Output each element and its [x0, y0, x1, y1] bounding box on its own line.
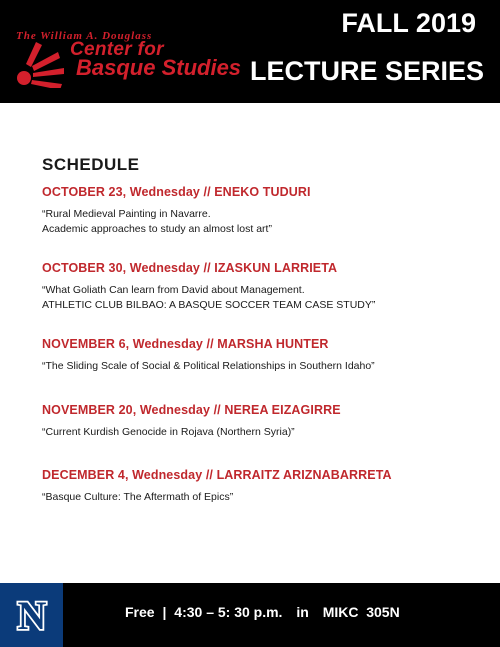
- in-label: in: [296, 604, 309, 620]
- event-item: [42, 261, 472, 313]
- price-label: Free: [125, 604, 155, 620]
- event-description: [42, 425, 472, 440]
- series-title-name: LECTURE SERIES: [249, 56, 484, 86]
- event-desc-line: “Basque Culture: The Aftermath of Epics”: [42, 491, 234, 503]
- logo-line-1: Center for: [70, 39, 164, 60]
- event-header: [42, 261, 472, 275]
- schedule-heading: SCHEDULE: [42, 155, 140, 174]
- university-n-logo-icon: [0, 583, 63, 647]
- event-speaker: IZASKUN LARRIETA: [214, 261, 338, 275]
- event-desc-line: “Rural Medieval Painting in Navarre.: [42, 208, 211, 220]
- sunburst-logo-icon: [12, 38, 72, 88]
- event-date: NOVEMBER 6, Wednesday: [42, 337, 203, 351]
- event-desc-line: Academic approaches to study an almost lost art”: [42, 223, 272, 235]
- event-date: OCTOBER 23, Wednesday: [42, 185, 200, 199]
- event-header: [42, 468, 472, 482]
- event-speaker: NEREA EIZAGIRRE: [224, 403, 341, 417]
- event-description: [42, 359, 472, 374]
- divider: |: [162, 604, 167, 620]
- event-header: [42, 403, 472, 417]
- event-desc-line: ATHLETIC CLUB BILBAO: A BASQUE SOCCER TEAM CASE STUDY”: [42, 299, 376, 311]
- event-details: [125, 604, 404, 620]
- event-item: [42, 468, 472, 505]
- event-speaker: LARRAITZ ARIZNABARRETA: [216, 468, 392, 482]
- event-desc-line: “What Goliath Can learn from David about Management.: [42, 284, 305, 296]
- event-date: DECEMBER 4, Wednesday: [42, 468, 203, 482]
- header-banner: [0, 0, 500, 103]
- logo-letter: N: [17, 593, 46, 637]
- event-desc-line: “The Sliding Scale of Social & Political Relationships in Southern Idaho”: [42, 360, 375, 372]
- series-title-term: FALL 2019: [341, 8, 476, 38]
- logo-subtitle: The William A. Douglass: [16, 30, 153, 42]
- event-description: [42, 283, 472, 313]
- footer-bar: [0, 583, 500, 647]
- time-label: 4:30 – 5: 30 p.m.: [174, 604, 283, 620]
- event-item: [42, 403, 472, 440]
- event-speaker: MARSHA HUNTER: [217, 337, 329, 351]
- event-separator: //: [203, 261, 211, 275]
- event-separator: //: [206, 337, 214, 351]
- event-speaker: ENEKO TUDURI: [214, 185, 311, 199]
- event-desc-line: “Current Kurdish Genocide in Rojava (Northern Syria)”: [42, 426, 295, 438]
- event-date: NOVEMBER 20, Wednesday: [42, 403, 210, 417]
- logo-line-2: Basque Studies: [76, 55, 242, 80]
- center-logo: [12, 30, 282, 90]
- event-separator: //: [203, 185, 211, 199]
- event-separator: //: [213, 403, 221, 417]
- event-item: [42, 337, 472, 374]
- block-n-icon: [10, 593, 54, 637]
- event-description: [42, 490, 472, 505]
- event-item: [42, 185, 472, 237]
- event-description: [42, 207, 472, 237]
- event-separator: //: [205, 468, 213, 482]
- event-header: [42, 337, 472, 351]
- location-label: MIKC 305N: [322, 604, 400, 620]
- event-date: OCTOBER 30, Wednesday: [42, 261, 200, 275]
- event-header: [42, 185, 472, 199]
